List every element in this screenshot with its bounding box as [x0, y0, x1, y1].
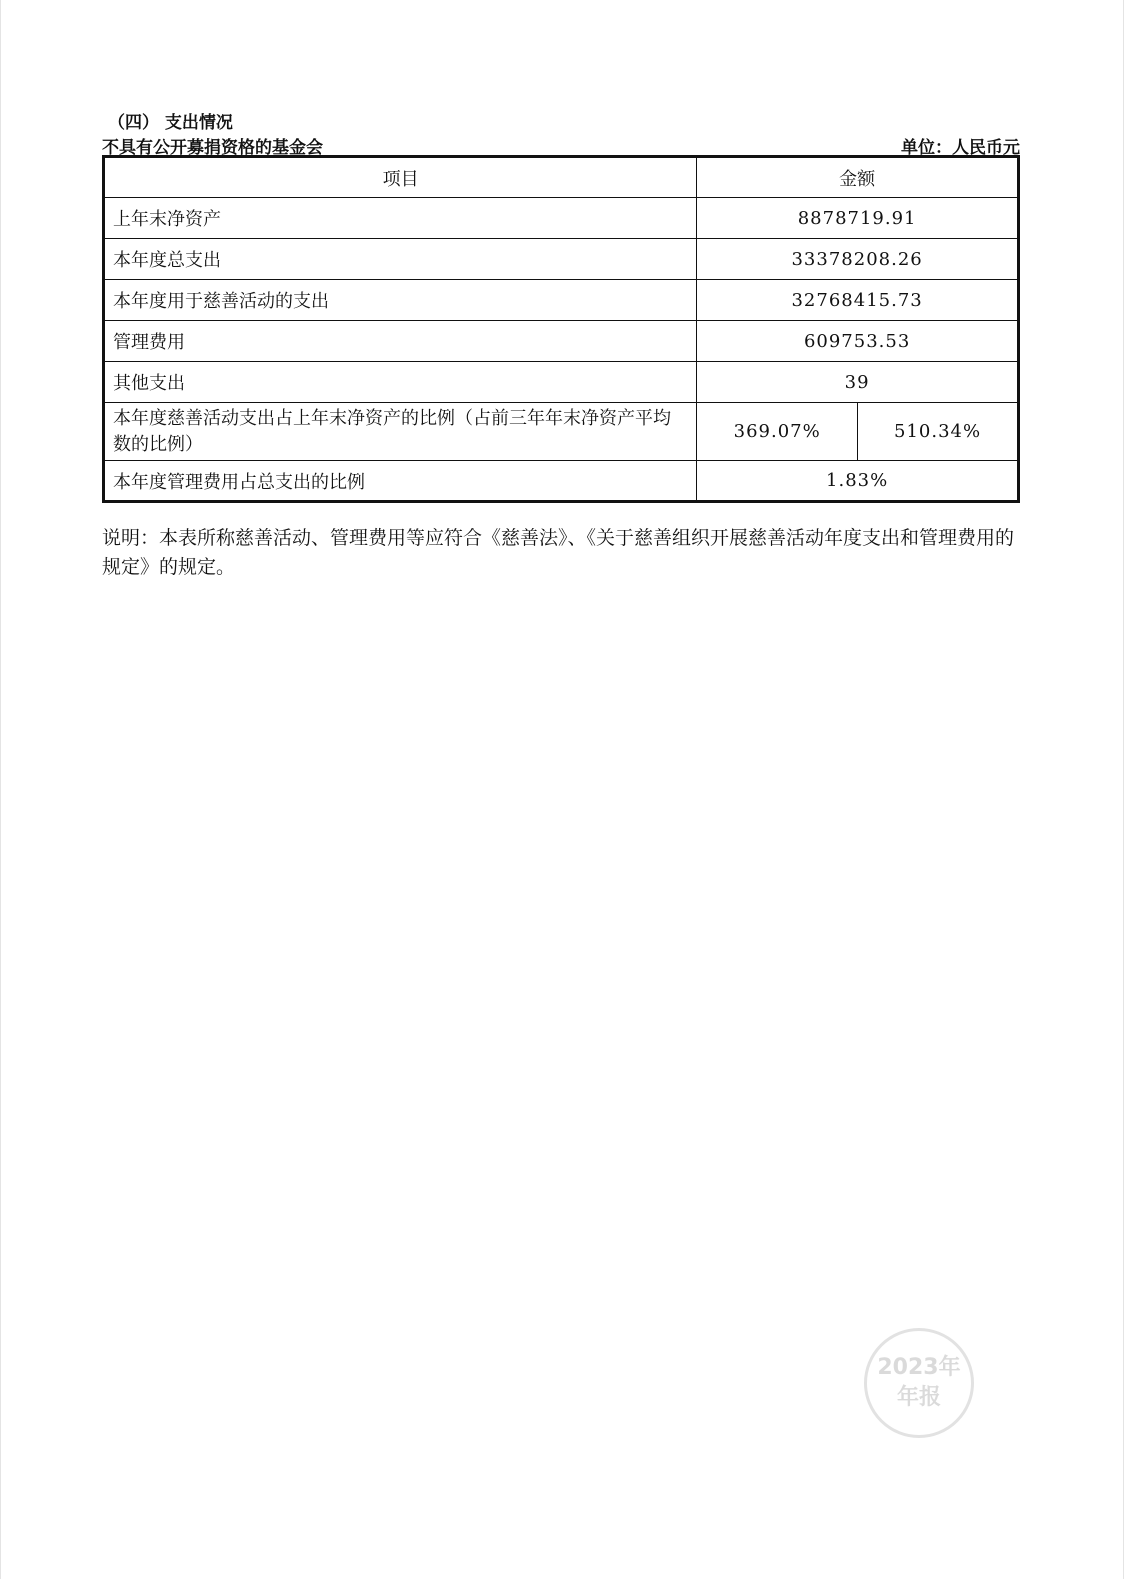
- currency-unit: 单位：人民币元: [901, 138, 1020, 158]
- row-label: 本年度用于慈善活动的支出: [104, 280, 697, 321]
- ratio-row: [104, 403, 1019, 461]
- section-title: （四） 支出情况: [108, 113, 233, 133]
- table-header-row: [104, 157, 1019, 198]
- ratio-label: 本年度慈善活动支出占上年末净资产的比例（占前三年年末净资产平均数的比例）: [104, 403, 697, 461]
- stamp-year: 2023年: [877, 1355, 961, 1380]
- row-label: 其他支出: [104, 362, 697, 403]
- table-row: [104, 362, 1019, 403]
- table-row: [104, 280, 1019, 321]
- row-value: 609753.53: [697, 321, 1019, 362]
- mgmt-ratio-row: [104, 461, 1019, 502]
- row-value: 32768415.73: [697, 280, 1019, 321]
- row-value: 8878719.91: [697, 198, 1019, 239]
- row-value: 39: [697, 362, 1019, 403]
- expense-table: [102, 155, 1020, 503]
- mgmt-ratio-label: 本年度管理费用占总支出的比例: [104, 461, 697, 502]
- row-label: 本年度总支出: [104, 239, 697, 280]
- row-label: 管理费用: [104, 321, 697, 362]
- header-amount: 金额: [697, 157, 1019, 198]
- ratio-value-three-year-avg: 510.34%: [858, 403, 1019, 461]
- table-row: [104, 321, 1019, 362]
- ratio-value-net-assets: 369.07%: [697, 403, 858, 461]
- table-row: [104, 198, 1019, 239]
- table-row: [104, 239, 1019, 280]
- stamp-label: 年报: [896, 1385, 941, 1410]
- header-item: 项目: [104, 157, 697, 198]
- explanatory-note: 说明：本表所称慈善活动、管理费用等应符合《慈善法》、《关于慈善组织开展慈善活动年度支出和管理费用的规定》的规定。: [102, 527, 1015, 578]
- organization-type: 不具有公开募捐资格的基金会: [102, 138, 323, 158]
- row-value: 33378208.26: [697, 239, 1019, 280]
- row-label: 上年末净资产: [104, 198, 697, 239]
- mgmt-ratio-value: 1.83%: [697, 461, 1019, 502]
- annual-report-stamp: [864, 1328, 974, 1438]
- table-caption: [102, 133, 1020, 158]
